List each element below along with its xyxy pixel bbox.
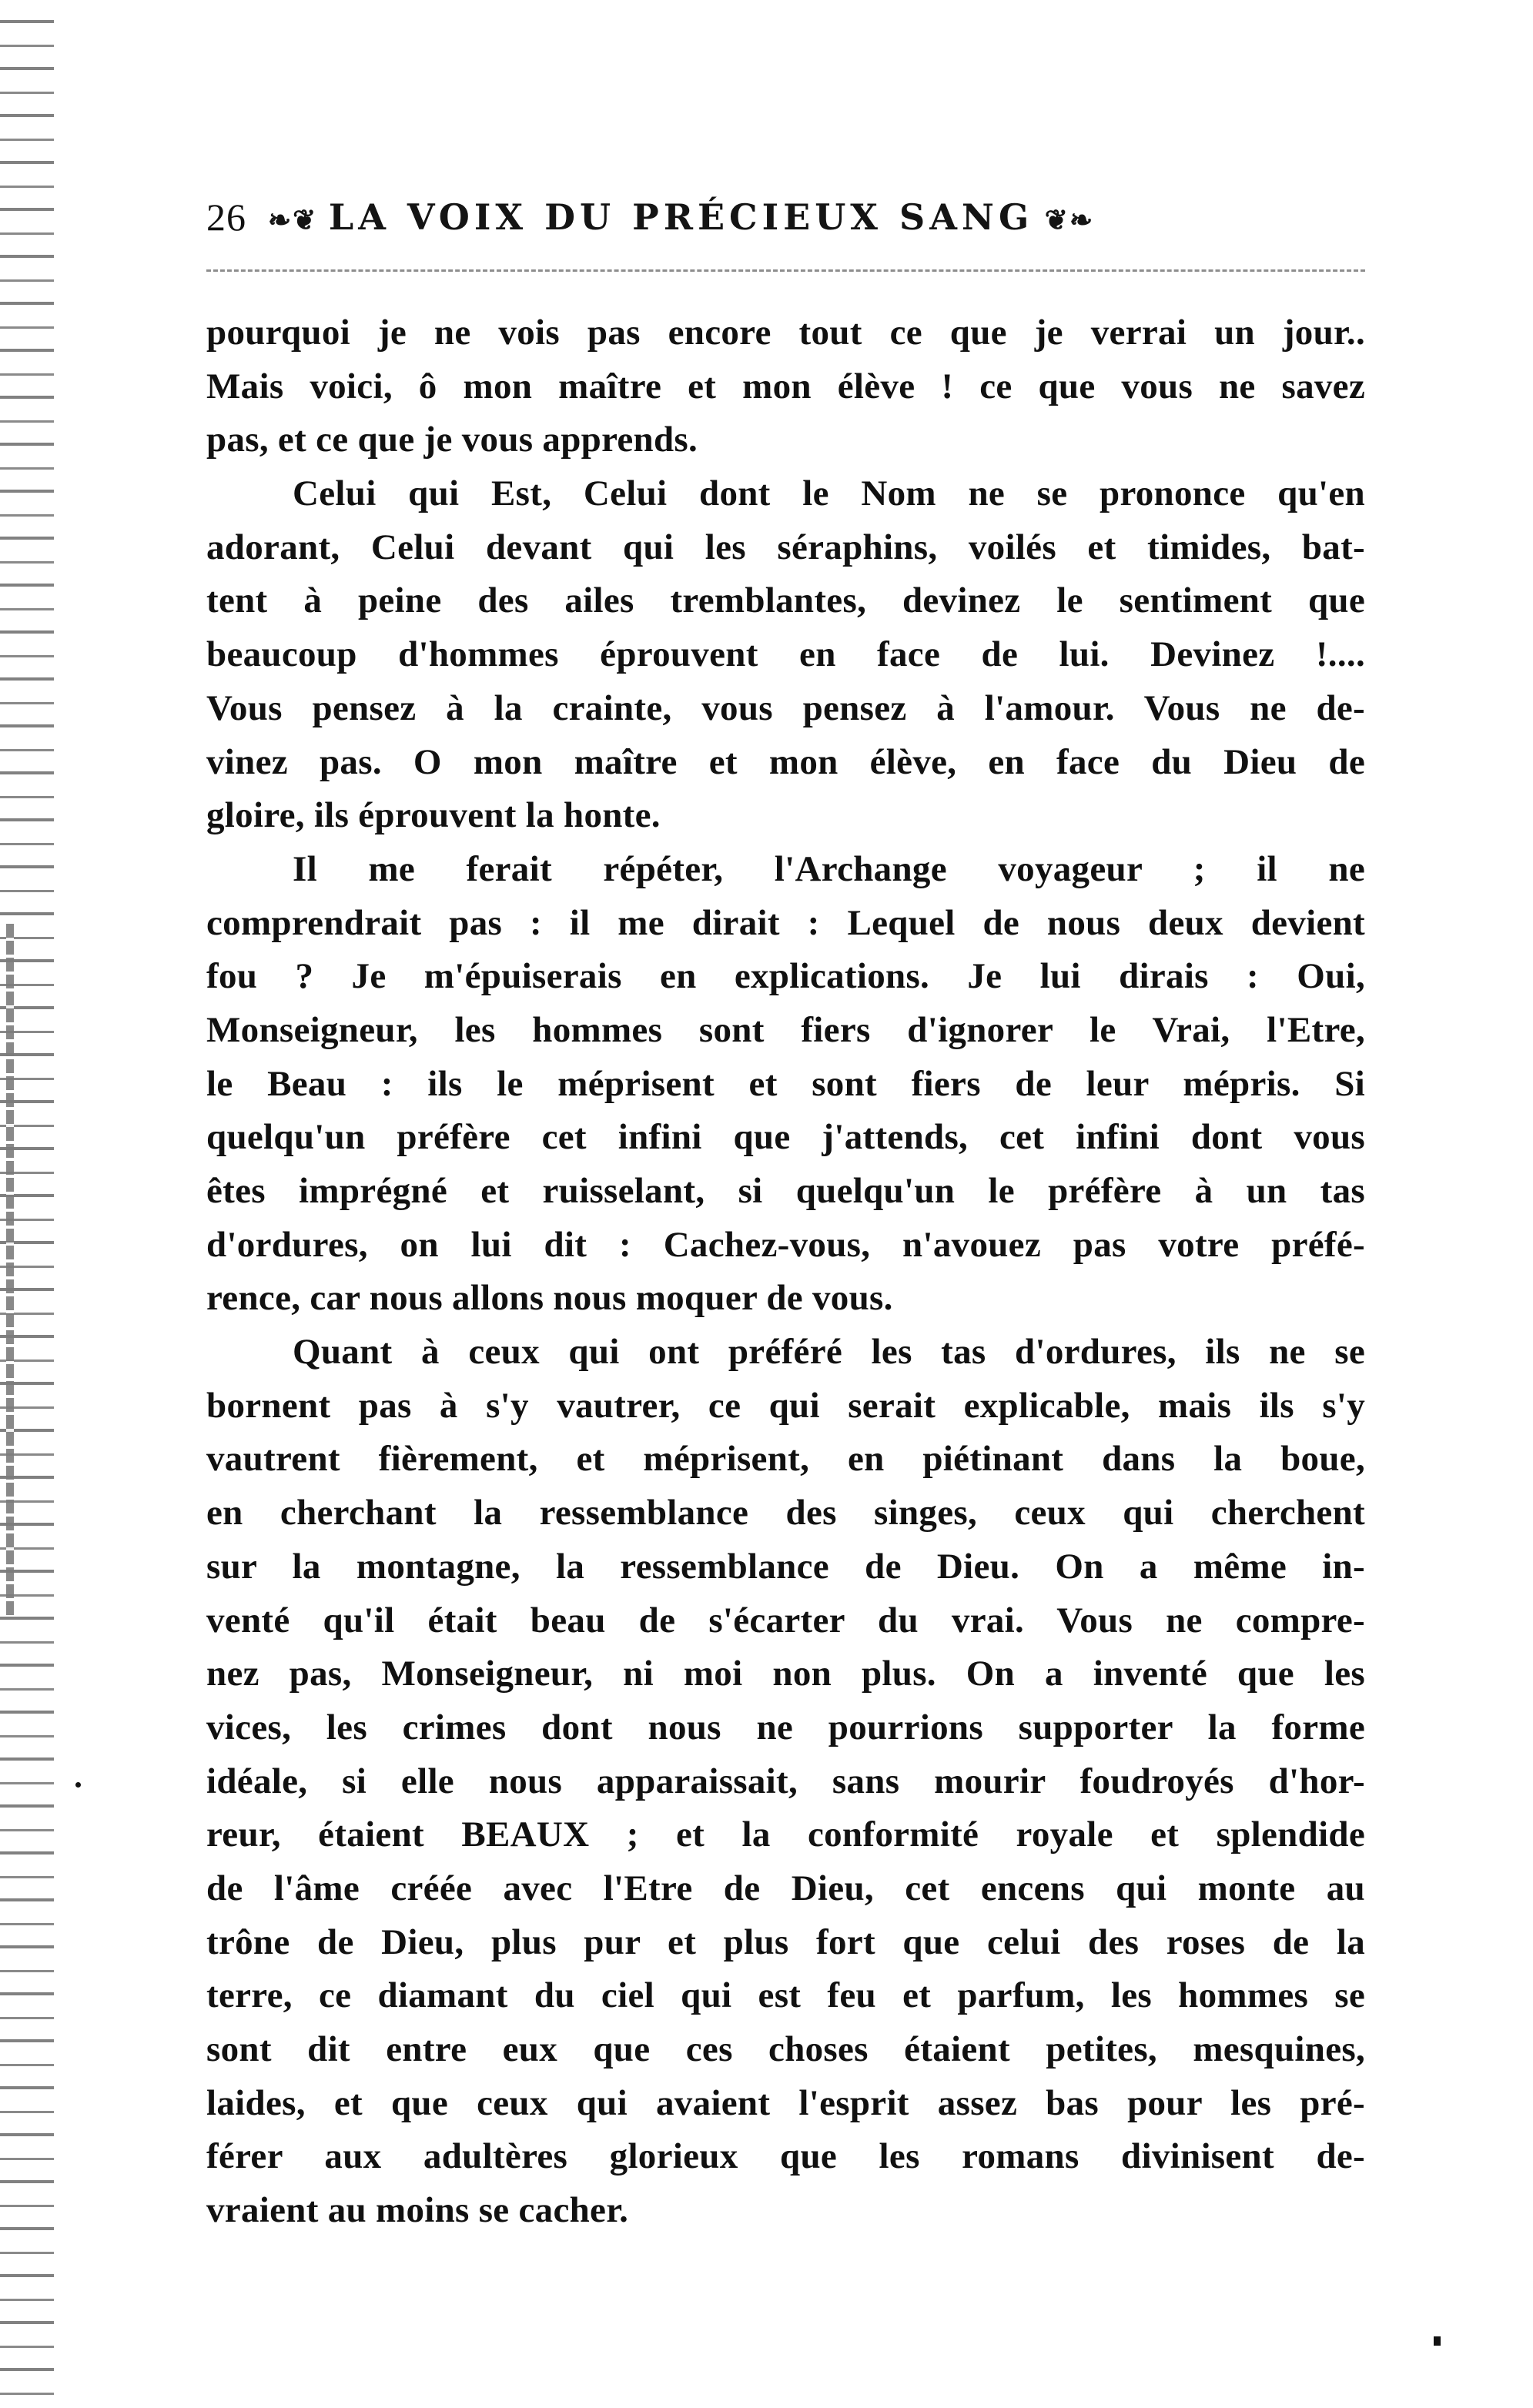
text-line: comprendrait pas : il me dirait : Lequel de nous deux devient bbox=[206, 902, 1365, 943]
margin-speck bbox=[75, 1782, 81, 1788]
text-line: fou ? Je m'épuiserais en explications. Je lui dirais : Oui, bbox=[206, 956, 1365, 997]
text-line: rence, car nous allons nous moquer de vous. bbox=[206, 1278, 893, 1319]
text-line: vraient au moins se cacher. bbox=[206, 2190, 629, 2231]
text-line: nez pas, Monseigneur, ni moi non plus. On a inventé que les bbox=[206, 1654, 1365, 1694]
binding-margin-scan-noise bbox=[0, 0, 54, 2408]
text-line: pas, et ce que je vous apprends. bbox=[206, 420, 698, 460]
text-line: d'ordures, on lui dit : Cachez-vous, n'avouez pas votre préfé- bbox=[206, 1224, 1365, 1265]
text-line: tent à peine des ailes tremblantes, devinez le sentiment que bbox=[206, 580, 1365, 621]
text-line: férer aux adultères glorieux que les romans divinisent de- bbox=[206, 2136, 1365, 2177]
text-line: beaucoup d'hommes éprouvent en face de lui. Devinez !.... bbox=[206, 634, 1365, 675]
text-line: sont dit entre eux que ces choses étaient petites, mesquines, bbox=[206, 2029, 1365, 2069]
text-line: reur, étaient BEAUX ; et la conformité royale et splendide bbox=[206, 1814, 1365, 1855]
text-line: adorant, Celui devant qui les séraphins, voilés et timides, bat- bbox=[206, 527, 1365, 567]
text-line: venté qu'il était beau de s'écarter du vrai. Vous ne compre- bbox=[206, 1600, 1365, 1640]
running-title bbox=[268, 196, 1094, 238]
text-line: sur la montagne, la ressemblance de Dieu. On a même in- bbox=[206, 1546, 1365, 1587]
running-header bbox=[206, 194, 1365, 240]
text-line: bornent pas à s'y vautrer, ce qui serait explicable, mais ils s'y bbox=[206, 1385, 1365, 1426]
text-line: de l'âme créée avec l'Etre de Dieu, cet encens qui monte au bbox=[206, 1868, 1365, 1908]
ornament-left-icon: ❧❦ bbox=[268, 204, 329, 236]
text-line: en cherchant la ressemblance des singes, ceux qui cherchent bbox=[206, 1493, 1365, 1533]
text-line: quelqu'un préfère cet infini que j'attends, cet infini dont vous bbox=[206, 1117, 1365, 1158]
text-line: vices, les crimes dont nous ne pourrions supporter la forme bbox=[206, 1707, 1365, 1747]
print-speck bbox=[1434, 2336, 1441, 2346]
text-line: Vous pensez à la crainte, vous pensez à l'amour. Vous ne de- bbox=[206, 687, 1365, 728]
text-line: le Beau : ils le méprisent et sont fiers de leur mépris. Si bbox=[206, 1063, 1365, 1104]
text-line: Celui qui Est, Celui dont le Nom ne se prononce qu'en bbox=[293, 473, 1365, 514]
text-line: êtes imprégné et ruisselant, si quelqu'un le préfère à un tas bbox=[206, 1171, 1365, 1211]
header-rule bbox=[206, 269, 1365, 272]
text-line: gloire, ils éprouvent la honte. bbox=[206, 795, 661, 836]
text-line: Il me ferait répéter, l'Archange voyageur ; il ne bbox=[293, 848, 1365, 889]
text-line: idéale, si elle nous apparaissait, sans mourir foudroyés d'hor- bbox=[206, 1761, 1365, 1801]
running-title-text: LA VOIX DU PRÉCIEUX SANG bbox=[328, 196, 1034, 238]
text-line: laides, et que ceux qui avaient l'esprit assez bas pour les pré- bbox=[206, 2082, 1365, 2123]
text-line: vinez pas. O mon maître et mon élève, en face du Dieu de bbox=[206, 741, 1365, 782]
text-line: Monseigneur, les hommes sont fiers d'ignorer le Vrai, l'Etre, bbox=[206, 1009, 1365, 1050]
text-line: vautrent fièrement, et méprisent, en piétinant dans la boue, bbox=[206, 1439, 1365, 1480]
ornament-right-icon: ❦❧ bbox=[1033, 204, 1095, 236]
text-line: pourquoi je ne vois pas encore tout ce que je verrai un jour.. bbox=[206, 313, 1365, 353]
page-number: 26 bbox=[206, 196, 246, 239]
text-line: trône de Dieu, plus pur et plus fort que celui des roses de la bbox=[206, 1921, 1365, 1962]
text-line: Mais voici, ô mon maître et mon élève ! ce que vous ne savez bbox=[206, 366, 1365, 406]
text-line: Quant à ceux qui ont préféré les tas d'ordures, ils ne se bbox=[293, 1332, 1365, 1373]
body-text bbox=[206, 306, 1365, 2238]
text-line: terre, ce diamant du ciel qui est feu et parfum, les hommes se bbox=[206, 1975, 1365, 2016]
